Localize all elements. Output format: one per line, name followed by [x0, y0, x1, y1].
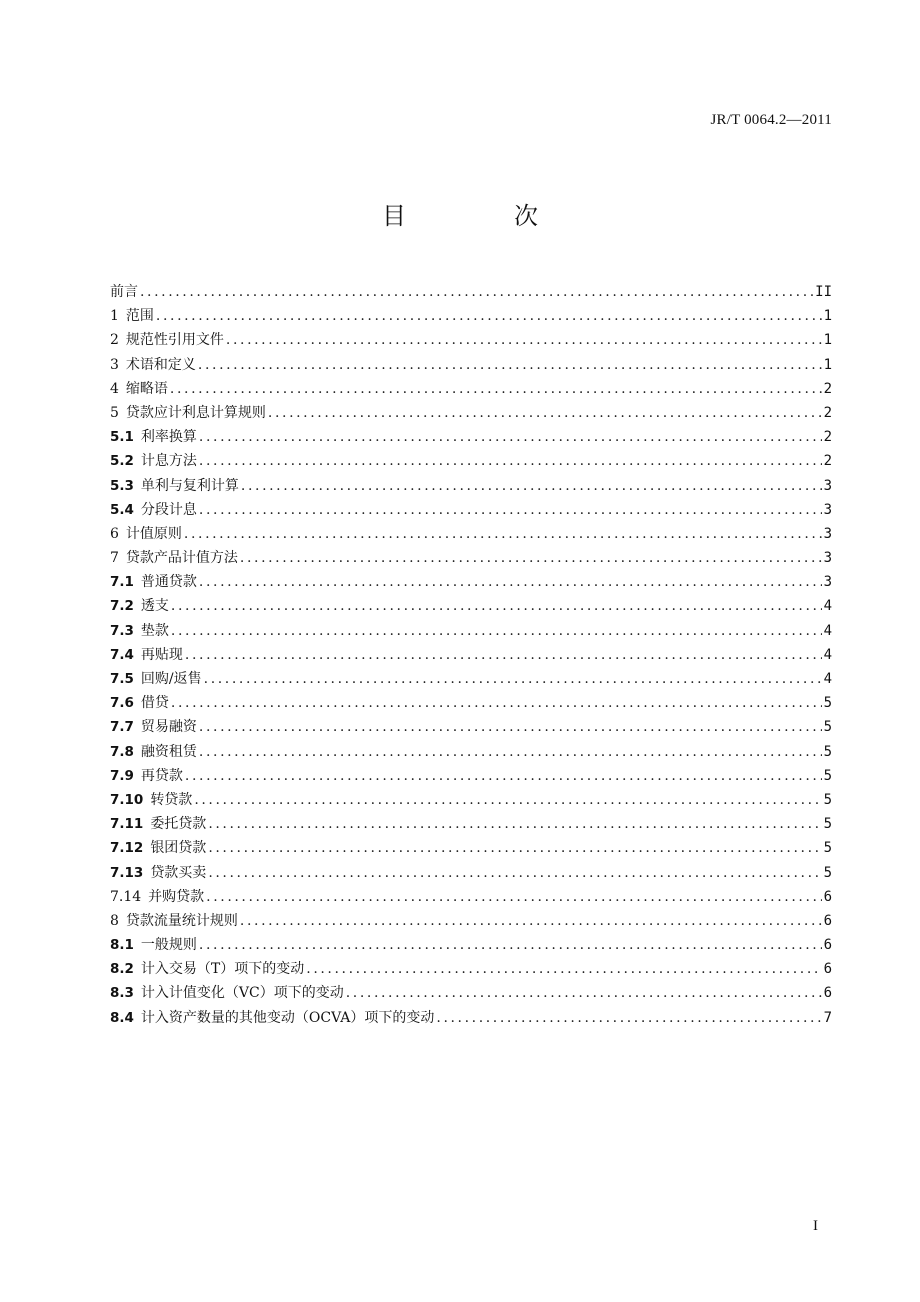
toc-entry-title: 回购/返售	[140, 671, 202, 687]
toc-entry-page: 6	[823, 961, 832, 978]
toc-dot-leader	[170, 379, 822, 399]
toc-entry[interactable]	[110, 500, 832, 524]
toc-entry-page: 6	[823, 937, 832, 954]
toc-entry[interactable]	[110, 548, 832, 572]
toc-entry-page: 3	[823, 550, 832, 567]
toc-entry-page: 6	[823, 985, 832, 1002]
toc-entry-title: 计入交易（T）项下的变动	[140, 961, 305, 978]
toc-dot-leader	[140, 282, 813, 302]
toc-entry[interactable]	[110, 451, 832, 475]
toc-entry-title: 计入计值变化（VC）项下的变动	[140, 985, 344, 1002]
toc-entry-page: 2	[823, 429, 832, 446]
toc-entry-number: 8.3	[110, 985, 134, 1002]
toc-dot-leader	[156, 306, 822, 326]
toc-entry-title: 贷款产品计值方法	[125, 550, 238, 567]
toc-entry-title: 规范性引用文件	[125, 332, 224, 349]
toc-entry-number: 7.7	[110, 719, 134, 736]
toc-entry-page: 2	[823, 404, 832, 421]
toc-entry-title: 计息方法	[140, 453, 197, 470]
toc-entry[interactable]	[110, 596, 832, 620]
toc-entry[interactable]	[110, 355, 832, 379]
document-code: JR/T 0064.2—2011	[710, 112, 832, 128]
toc-entry-number: 3	[110, 356, 119, 373]
toc-dot-leader	[226, 330, 822, 350]
toc-entry[interactable]	[110, 669, 832, 693]
toc-entry[interactable]	[110, 935, 832, 959]
toc-dot-leader	[240, 911, 822, 931]
toc-entry-number: 7.1	[110, 574, 134, 591]
toc-dot-leader	[240, 548, 822, 568]
toc-entry[interactable]	[110, 717, 832, 741]
toc-entry-page: 5	[823, 840, 832, 857]
toc-dot-leader	[206, 887, 821, 907]
toc-entry-title: 贸易融资	[140, 719, 197, 736]
toc-entry-title: 计值原则	[125, 525, 182, 542]
toc-entry-page: II	[815, 284, 832, 300]
toc-entry-page: 3	[823, 477, 832, 494]
toc-entry-page: 4	[823, 622, 832, 639]
toc-entry-number: 6	[110, 525, 119, 542]
toc-entry-number: 5.4	[110, 501, 134, 518]
toc-dot-leader	[171, 621, 822, 641]
toc-entry-title: 并购贷款	[148, 888, 205, 905]
toc-entry[interactable]	[110, 645, 832, 669]
toc-entry-page: 1	[823, 356, 832, 373]
toc-entry-page: 4	[823, 646, 832, 663]
toc-entry[interactable]	[110, 306, 832, 330]
toc-dot-leader	[268, 403, 822, 423]
toc-entry[interactable]	[110, 524, 832, 548]
toc-entry-number: 5.1	[110, 429, 134, 446]
toc-entry-number: 7.5	[110, 671, 134, 687]
toc-entry[interactable]	[110, 911, 832, 935]
toc-dot-leader	[194, 790, 821, 810]
toc-entry-number: 7.8	[110, 743, 134, 760]
toc-entry-title: 贷款应计利息计算规则	[125, 404, 266, 421]
toc-entry-page: 6	[823, 888, 832, 905]
toc-entry-number: 7.9	[110, 767, 134, 784]
toc-entry-page: 5	[823, 767, 832, 784]
toc-entry-title: 术语和定义	[125, 356, 196, 373]
toc-entry-title: 委托贷款	[150, 816, 207, 833]
toc-entry-title: 范围	[125, 308, 154, 325]
table-of-contents	[110, 282, 832, 1032]
toc-entry-number: 8.4	[110, 1009, 134, 1026]
toc-entry[interactable]	[110, 814, 832, 838]
toc-entry-page: 3	[823, 501, 832, 518]
toc-entry-title: 缩略语	[125, 380, 168, 397]
toc-dot-leader	[208, 863, 821, 883]
toc-entry[interactable]	[110, 863, 832, 887]
toc-entry-title: 透支	[140, 598, 169, 615]
toc-entry-page: 1	[823, 308, 832, 325]
toc-entry-number: 7.14	[110, 888, 142, 905]
toc-entry-title: 一般规则	[140, 937, 197, 954]
toc-entry[interactable]	[110, 403, 832, 427]
toc-dot-leader	[199, 717, 822, 737]
toc-entry-page: 3	[823, 525, 832, 542]
toc-entry-title: 贷款流量统计规则	[125, 912, 238, 929]
toc-entry-title: 利率换算	[140, 429, 197, 446]
toc-entry-number: 8	[110, 912, 119, 929]
toc-entry-title: 贷款买卖	[150, 864, 207, 881]
toc-entry[interactable]	[110, 572, 832, 596]
toc-entry-title: 转贷款	[150, 791, 193, 808]
toc-dot-leader	[185, 645, 822, 665]
toc-entry[interactable]	[110, 959, 832, 983]
toc-dot-leader	[199, 427, 822, 447]
toc-entry[interactable]	[110, 983, 832, 1007]
toc-entry[interactable]	[110, 766, 832, 790]
toc-entry-title: 借贷	[140, 695, 169, 712]
toc-dot-leader	[199, 572, 822, 592]
toc-entry-number: 7.4	[110, 646, 134, 663]
toc-entry-number: 7.10	[110, 791, 144, 808]
toc-entry-page: 2	[823, 453, 832, 470]
toc-dot-leader	[208, 814, 821, 834]
toc-entry[interactable]	[110, 742, 832, 766]
toc-dot-leader	[185, 766, 822, 786]
toc-entry-number: 5.2	[110, 453, 134, 470]
toc-dot-leader	[199, 500, 822, 520]
toc-entry-page: 5	[823, 791, 832, 808]
toc-entry-number: 2	[110, 332, 119, 349]
toc-entry[interactable]	[110, 330, 832, 354]
toc-entry-number: 7.12	[110, 840, 144, 857]
toc-entry-number: 7	[110, 550, 119, 567]
toc-entry-page: 4	[823, 598, 832, 615]
toc-dot-leader	[199, 935, 822, 955]
toc-entry[interactable]	[110, 476, 832, 500]
toc-dot-leader	[436, 1008, 821, 1028]
toc-entry-number: 8.1	[110, 937, 134, 954]
toc-entry-page: 1	[823, 332, 832, 349]
toc-entry[interactable]	[110, 838, 832, 862]
toc-entry-title: 再贴现	[140, 646, 183, 663]
toc-dot-leader	[199, 742, 822, 762]
toc-dot-leader	[199, 451, 822, 471]
toc-dot-leader	[346, 983, 822, 1003]
toc-entry-number: 1	[110, 308, 119, 325]
toc-entry-number: 8.2	[110, 961, 134, 978]
toc-dot-leader	[204, 669, 822, 689]
toc-entry[interactable]	[110, 427, 832, 451]
toc-entry-title: 银团贷款	[150, 840, 207, 857]
toc-entry-page: 5	[823, 695, 832, 712]
page-title: 目 次	[382, 202, 580, 230]
page-number: I	[813, 1218, 818, 1234]
toc-entry[interactable]	[110, 887, 832, 911]
toc-entry-number: 7.3	[110, 622, 134, 639]
toc-dot-leader	[171, 596, 822, 616]
toc-dot-leader	[184, 524, 822, 544]
toc-entry[interactable]	[110, 282, 832, 306]
toc-entry-number: 7.13	[110, 864, 144, 881]
toc-dot-leader	[306, 959, 821, 979]
toc-entry-number: 7.2	[110, 598, 134, 615]
toc-entry-page: 7	[823, 1009, 832, 1026]
toc-dot-leader	[208, 838, 821, 858]
toc-entry-number: 7.11	[110, 816, 144, 833]
toc-entry-title: 融资租赁	[140, 743, 197, 760]
toc-entry-number: 4	[110, 380, 119, 397]
toc-entry-title: 前言	[110, 284, 138, 300]
toc-dot-leader	[198, 355, 822, 375]
toc-entry-number: 5.3	[110, 477, 134, 494]
toc-entry-page: 5	[823, 816, 832, 833]
toc-entry-number: 7.6	[110, 695, 134, 712]
toc-entry-page: 4	[823, 671, 832, 687]
toc-entry[interactable]	[110, 790, 832, 814]
toc-entry-page: 5	[823, 864, 832, 881]
toc-dot-leader	[171, 693, 822, 713]
toc-entry-title: 再贷款	[140, 767, 183, 784]
toc-dot-leader	[241, 476, 822, 496]
toc-entry-title: 分段计息	[140, 501, 197, 518]
toc-entry-number: 5	[110, 404, 119, 421]
toc-entry-page: 6	[823, 912, 832, 929]
toc-entry-page: 5	[823, 719, 832, 736]
toc-entry-page: 2	[823, 380, 832, 397]
toc-entry[interactable]	[110, 621, 832, 645]
toc-entry[interactable]	[110, 379, 832, 403]
toc-entry-title: 计入资产数量的其他变动（OCVA）项下的变动	[140, 1009, 435, 1026]
toc-entry-title: 普通贷款	[140, 574, 197, 591]
toc-entry[interactable]	[110, 693, 832, 717]
toc-entry-page: 3	[823, 574, 832, 591]
toc-entry-page: 5	[823, 743, 832, 760]
toc-entry[interactable]	[110, 1008, 832, 1032]
toc-entry-title: 垫款	[140, 622, 169, 639]
toc-entry-title: 单利与复利计算	[140, 477, 239, 494]
